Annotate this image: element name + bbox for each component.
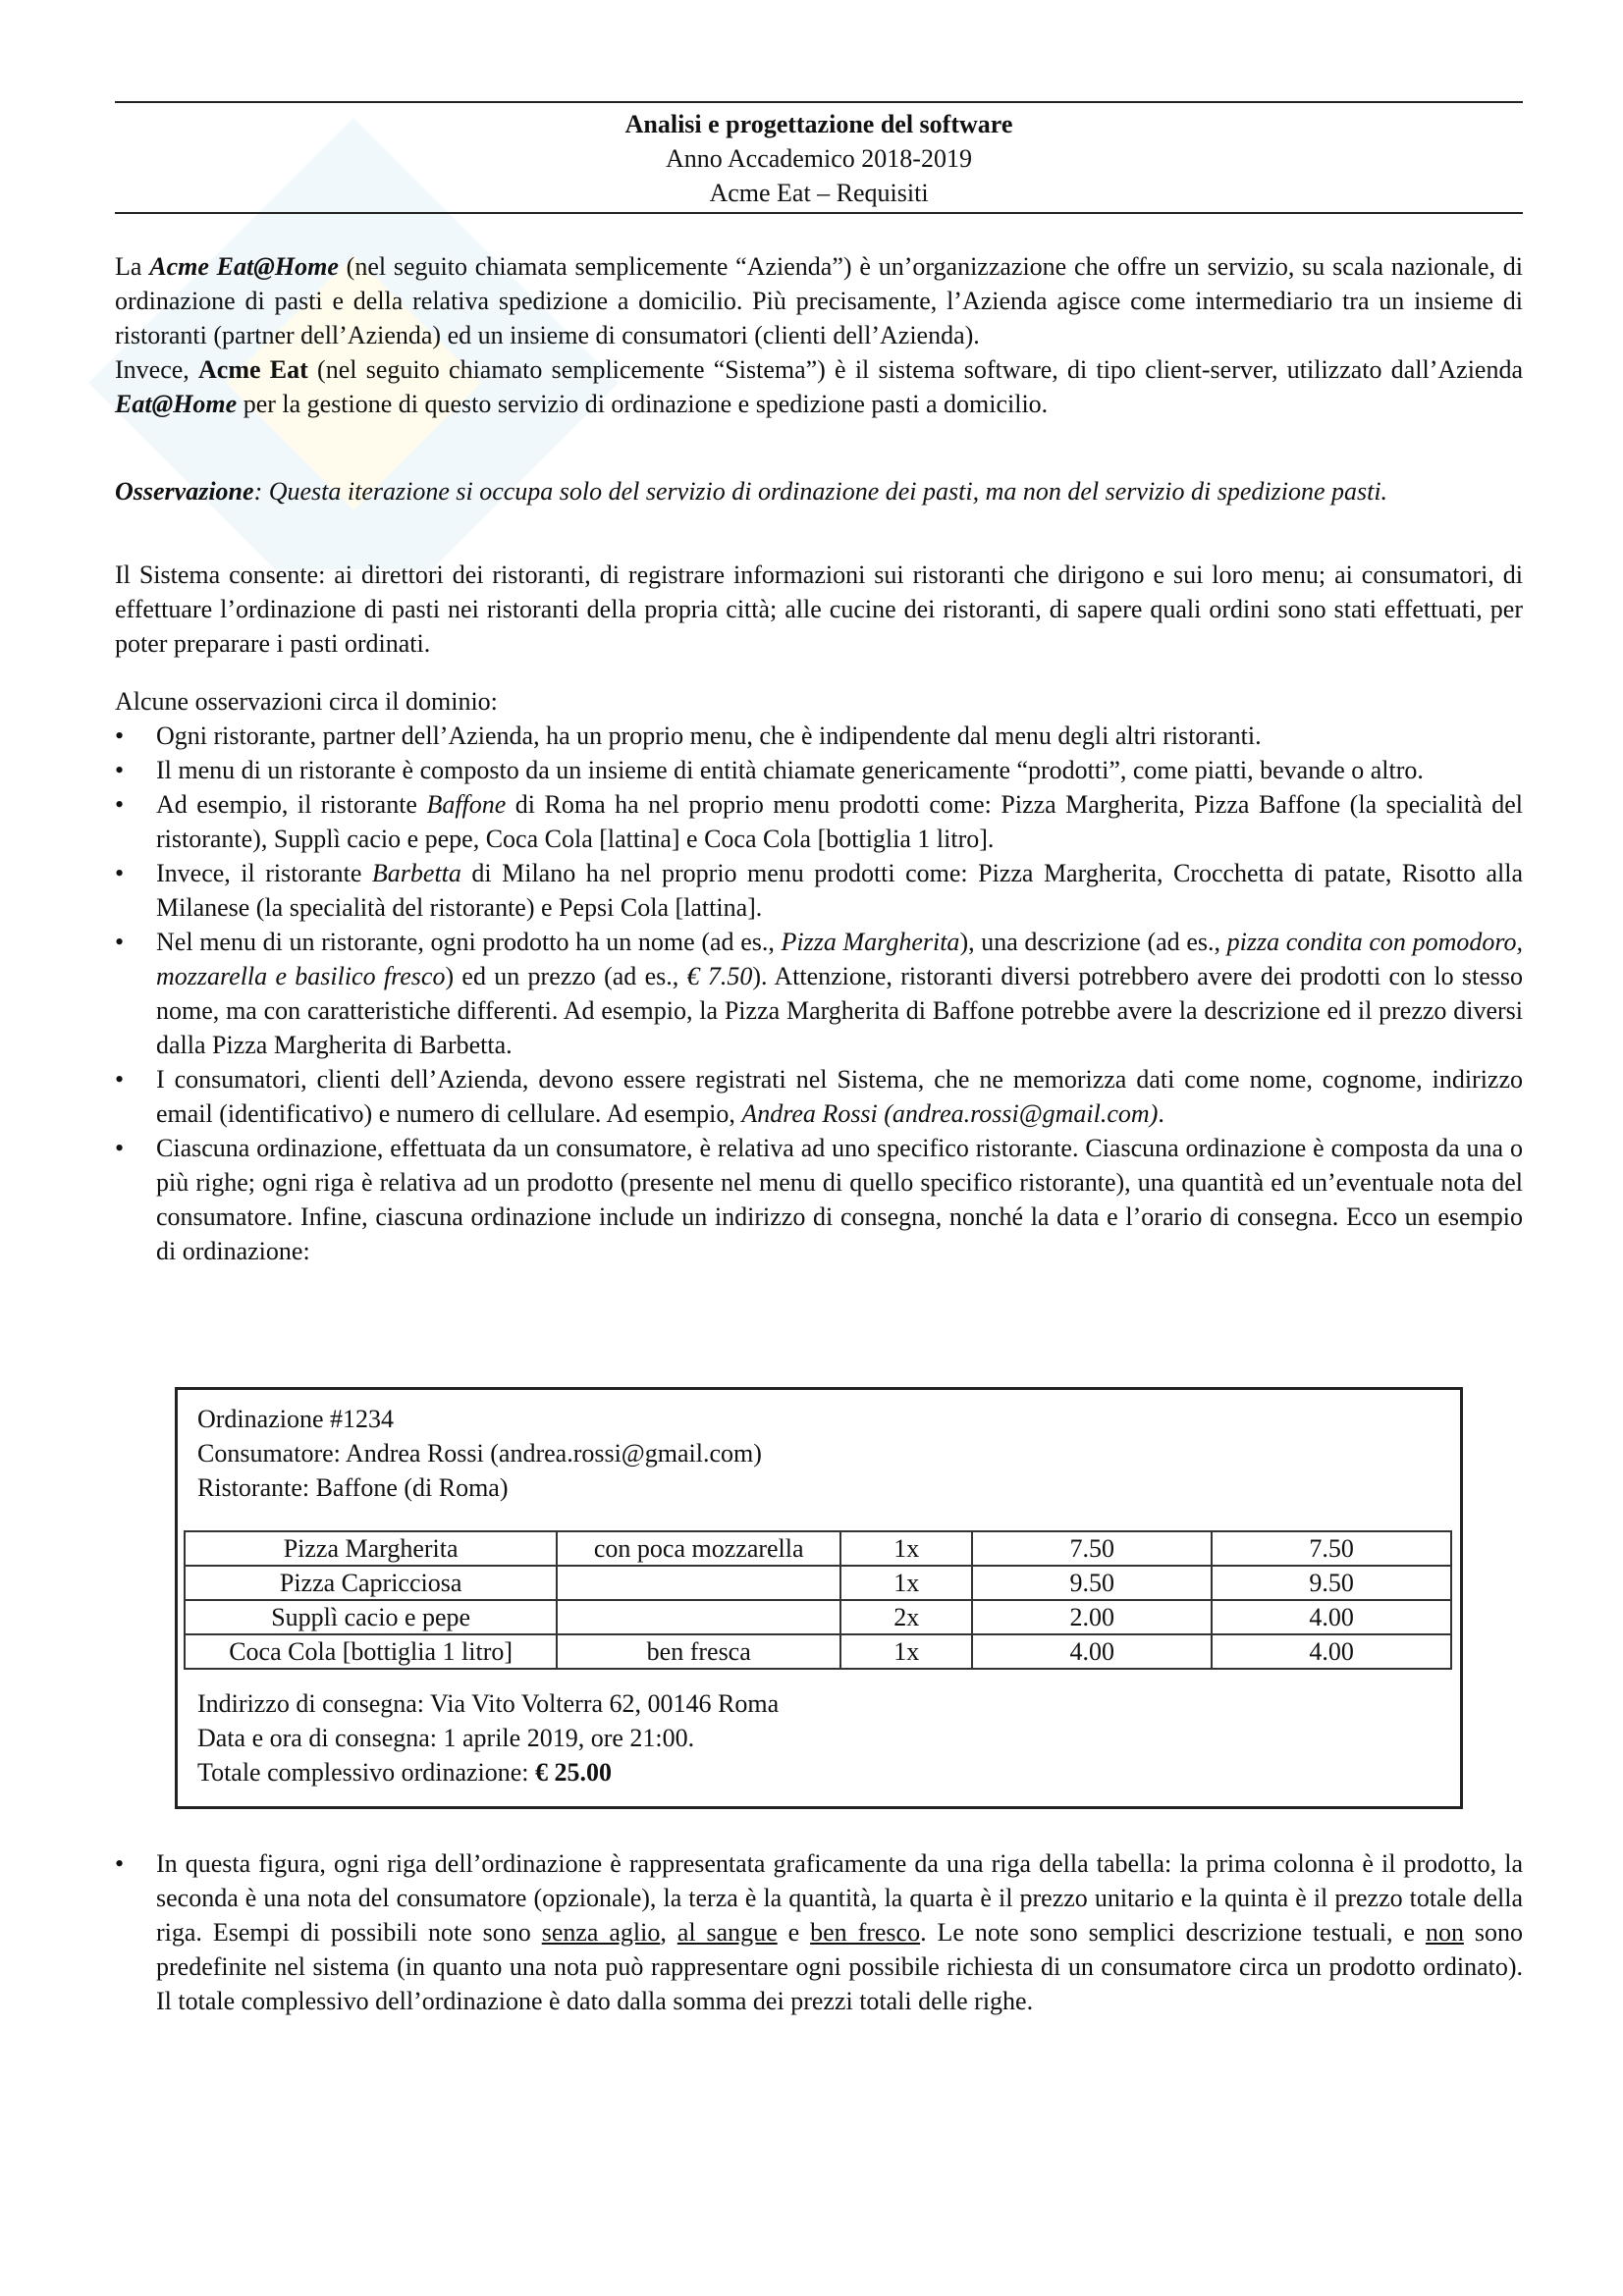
list-item: • Ciascuna ordinazione, effettuata da un consumatore, è relativa ad uno specifico ristorante. Ciascuna ordinazione è composta da una o più righe; ogni riga è relativa ad un prodotto (presente nel menu di quello specifico ristorante), una quantità ed un’eventuale nota del consumatore. Infine, ciascuna ordinazione include un indirizzo di consegna, nonché la data e l’orario di consegna. Ecco un esempio di ordinazione: — [115, 1131, 1523, 1268]
note-cell — [557, 1566, 840, 1600]
order-address: Indirizzo di consegna: Via Vito Volterra 62, 00146 Roma — [197, 1689, 780, 1718]
doc-subtitle: Acme Eat – Requisiti — [709, 179, 929, 207]
domain-section — [115, 684, 1523, 1268]
line-total-cell: 9.50 — [1212, 1566, 1451, 1600]
product-cell: Supplì cacio e pepe — [185, 1600, 557, 1634]
final-section — [115, 1846, 1523, 2018]
quantity-cell: 1x — [840, 1566, 972, 1600]
intro-section — [115, 249, 1523, 421]
list-item: • Nel menu di un ristorante, ogni prodotto ha un nome (ad es., Pizza Margherita), una descrizione (ad es., pizza condita con pomodoro, mozzarella e basilico fresco) ed un prezzo (ad es., € 7.50). Attenzione, ristoranti diversi potrebbero avere dei prodotti con lo stesso nome, ma con caratteristiche differenti. Ad esempio, la Pizza Margherita di Baffone potrebbe avere la descrizione ed il prezzo diversi dalla Pizza Margherita di Barbetta. — [115, 925, 1523, 1062]
line-total-cell: 7.50 — [1212, 1531, 1451, 1566]
header-bottom-rule — [115, 212, 1523, 214]
quantity-cell: 1x — [840, 1634, 972, 1669]
header-top-rule — [115, 101, 1523, 103]
domain-bullets — [115, 719, 1523, 1268]
note-cell — [557, 1600, 840, 1634]
unit-price-cell: 9.50 — [972, 1566, 1212, 1600]
unit-price-cell: 7.50 — [972, 1531, 1212, 1566]
intro-paragraph-2: Invece, Acme Eat (nel seguito chiamato semplicemente “Sistema”) è il sistema software, di tipo client-server, utilizzato dall’Azienda Eat@Home per la gestione di questo servizio di ordinazione e spedizione pasti a domicilio. — [115, 355, 1524, 418]
product-cell: Pizza Capricciosa — [185, 1566, 557, 1600]
list-item: • I consumatori, clienti dell’Azienda, devono essere registrati nel Sistema, che ne memorizza dati come nome, cognome, indirizzo email (identificativo) e numero di cellulare. Ad esempio, Andrea Rossi (andrea.rossi@gmail.com). — [115, 1062, 1523, 1131]
list-item: • Invece, il ristorante Barbetta di Milano ha nel proprio menu prodotti come: Pizza Margherita, Crocchetta di patate, Risotto alla Milanese (la specialità del ristorante) e Pepsi Cola [lattina]. — [115, 856, 1523, 925]
system-paragraph: Il Sistema consente: ai direttori dei ristoranti, di registrare informazioni sui ristoranti che dirigono e sui loro menu; ai consumatori, di effettuare l’ordinazione di pasti nei ristoranti della propria città; alle cucine dei ristoranti, di sapere quali ordini sono stati effettuati, per poter preparare i pasti ordinati. — [115, 561, 1523, 658]
list-item: • In questa figura, ogni riga dell’ordinazione è rappresentata graficamente da una riga della tabella: la prima colonna è il prodotto, la seconda è una nota del consumatore (opzionale), la terza è la quantità, la quarta è il prezzo unitario e la quinta è il prezzo totale della riga. Esempi di possibili note sono senza aglio, al sangue e ben fresco. Le note sono semplici descrizione testuali, e non sono predefinite nel sistema (in quanto una nota può rappresentare ogni possibile richiesta di un consumatore circa un prodotto ordinato). Il totale complessivo dell’ordinazione è dato dalla somma dei prezzi totali delle righe. — [115, 1846, 1523, 2018]
table-row — [185, 1566, 1451, 1600]
line-total-cell: 4.00 — [1212, 1600, 1451, 1634]
table-row — [185, 1634, 1451, 1669]
note-cell: ben fresca — [557, 1634, 840, 1669]
unit-price-cell: 2.00 — [972, 1600, 1212, 1634]
note-cell: con poca mozzarella — [557, 1531, 840, 1566]
line-total-cell: 4.00 — [1212, 1634, 1451, 1669]
list-item: • Ad esempio, il ristorante Baffone di Roma ha nel proprio menu prodotti come: Pizza Margherita, Pizza Baffone (la specialità del ristorante), Supplì cacio e pepe, Coca Cola [lattina] e Coca Cola [bottiglia 1 litro]. — [115, 787, 1523, 856]
doc-year: Anno Accademico 2018-2019 — [666, 144, 972, 173]
order-customer: Consumatore: Andrea Rossi (andrea.rossi@gmail.com) — [197, 1439, 762, 1468]
observation-paragraph: Osservazione: Questa iterazione si occupa solo del servizio di ordinazione dei pasti, ma non del servizio di spedizione pasti. — [115, 477, 1388, 506]
order-lines-table — [184, 1530, 1452, 1670]
order-restaurant: Ristorante: Baffone (di Roma) — [197, 1473, 509, 1502]
quantity-cell: 1x — [840, 1531, 972, 1566]
table-row — [185, 1531, 1451, 1566]
intro-paragraph: La Acme Eat@Home (nel seguito chiamata semplicemente “Azienda”) è un’organizzazione che offre un servizio, su scala nazionale, di ordinazione di pasti e della relativa spedizione a domicilio. Più precisamente, l’Azienda agisce come intermediario tra un insieme di ristoranti (partner dell’Azienda) ed un insieme di consumatori (clienti dell’Azienda). — [115, 252, 1523, 349]
table-row — [185, 1600, 1451, 1634]
quantity-cell: 2x — [840, 1600, 972, 1634]
order-example-box — [175, 1387, 1463, 1809]
order-total: Totale complessivo ordinazione: € 25.00 — [197, 1758, 613, 1787]
doc-title: Analisi e progettazione del software — [624, 110, 1013, 138]
unit-price-cell: 4.00 — [972, 1634, 1212, 1669]
order-datetime: Data e ora di consegna: 1 aprile 2019, ore 21:00. — [197, 1724, 695, 1752]
list-item: • Il menu di un ristorante è composto da un insieme di entità chiamate genericamente “prodotti”, come piatti, bevande o altro. — [115, 753, 1523, 787]
product-cell: Pizza Margherita — [185, 1531, 557, 1566]
product-cell: Coca Cola [bottiglia 1 litro] — [185, 1634, 557, 1669]
list-item: • Ogni ristorante, partner dell’Azienda, ha un proprio menu, che è indipendente dal menu degli altri ristoranti. — [115, 719, 1523, 753]
domain-intro: Alcune osservazioni circa il dominio: — [115, 687, 498, 716]
order-number: Ordinazione #1234 — [197, 1405, 395, 1433]
